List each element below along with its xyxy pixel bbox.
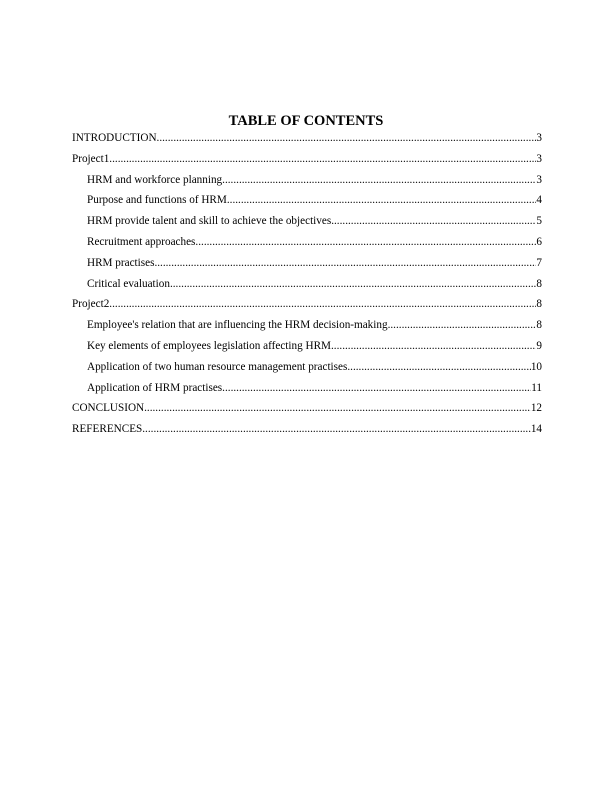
toc-entry-label: HRM and workforce planning [87, 173, 223, 186]
toc-leader-dots [154, 255, 536, 271]
toc-leader-dots [331, 338, 536, 354]
toc-entry-label: Key elements of employees legislation affecting HRM [87, 339, 331, 352]
toc-title: TABLE OF CONTENTS [228, 113, 384, 129]
toc-leader-dots [347, 359, 530, 375]
toc-leader-dots [157, 130, 537, 146]
toc-entry-introduction[interactable] [72, 130, 542, 151]
toc-leader-dots [331, 213, 536, 229]
toc-entry-page: 3 [536, 173, 542, 186]
toc-entry-page: 8 [536, 298, 542, 311]
toc-entry-label: Recruitment approaches [87, 235, 196, 248]
toc-entry-label: Project2 [72, 298, 110, 311]
toc-entry-label: Application of two human resource management practises [87, 360, 348, 373]
toc-entry-page: 11 [531, 381, 542, 394]
toc-entry-page: 9 [536, 339, 542, 352]
toc-entry-references[interactable] [72, 421, 542, 442]
toc-entry-label: INTRODUCTION [72, 132, 157, 144]
toc-entry-page: 14 [530, 423, 542, 436]
toc-entry-employee-legislation[interactable] [72, 338, 542, 359]
toc-entry-page: 8 [536, 319, 542, 332]
toc-leader-dots [109, 296, 536, 312]
toc-entry-hrm-workforce-planning[interactable] [72, 172, 542, 193]
toc-entry-purpose-functions-hrm[interactable] [72, 192, 542, 213]
toc-entry-label: Purpose and functions of HRM [87, 194, 227, 207]
toc-entry-page: 12 [530, 402, 542, 415]
toc-entry-project2[interactable] [72, 296, 542, 317]
toc-list [72, 130, 542, 442]
toc-entry-conclusion[interactable] [72, 400, 542, 421]
toc-entry-label: Project1 [72, 152, 110, 165]
toc-leader-dots [142, 421, 531, 437]
toc-entry-label: HRM provide talent and skill to achieve the objectives [87, 215, 332, 228]
toc-entry-label: CONCLUSION [72, 402, 145, 415]
toc-entry-page: 6 [536, 235, 542, 248]
toc-entry-label: HRM practises [87, 256, 155, 269]
toc-entry-page: 3 [536, 132, 542, 144]
toc-entry-page: 7 [536, 256, 542, 269]
toc-leader-dots [227, 192, 537, 208]
toc-entry-application-two-hrm-practises[interactable] [72, 359, 542, 380]
toc-entry-employee-relations[interactable] [72, 317, 542, 338]
toc-leader-dots [144, 400, 531, 416]
toc-leader-dots [109, 151, 536, 167]
toc-entry-page: 4 [536, 194, 542, 207]
toc-entry-label: Employee's relation that are influencing the HRM decision-making [87, 319, 388, 332]
toc-entry-page: 10 [530, 360, 542, 373]
toc-entry-critical-evaluation[interactable] [72, 276, 542, 297]
toc-entry-recruitment-approaches[interactable] [72, 234, 542, 255]
toc-entry-page: 8 [536, 277, 542, 290]
toc-leader-dots [388, 317, 537, 333]
toc-leader-dots [222, 380, 531, 396]
toc-entry-hrm-practises[interactable] [72, 255, 542, 276]
toc-entry-label: Critical evaluation [87, 277, 170, 290]
toc-leader-dots [222, 172, 536, 188]
toc-entry-page: 3 [536, 152, 542, 165]
toc-entry-label: Application of HRM practises [87, 381, 223, 394]
toc-leader-dots [195, 234, 536, 250]
toc-entry-application-hrm-practises[interactable] [72, 380, 542, 401]
toc-entry-project1[interactable] [72, 151, 542, 172]
toc-leader-dots [170, 276, 536, 292]
toc-entry-label: REFERENCES [72, 423, 143, 436]
toc-entry-page: 5 [536, 215, 542, 228]
toc-entry-hrm-talent-skill[interactable] [72, 213, 542, 234]
